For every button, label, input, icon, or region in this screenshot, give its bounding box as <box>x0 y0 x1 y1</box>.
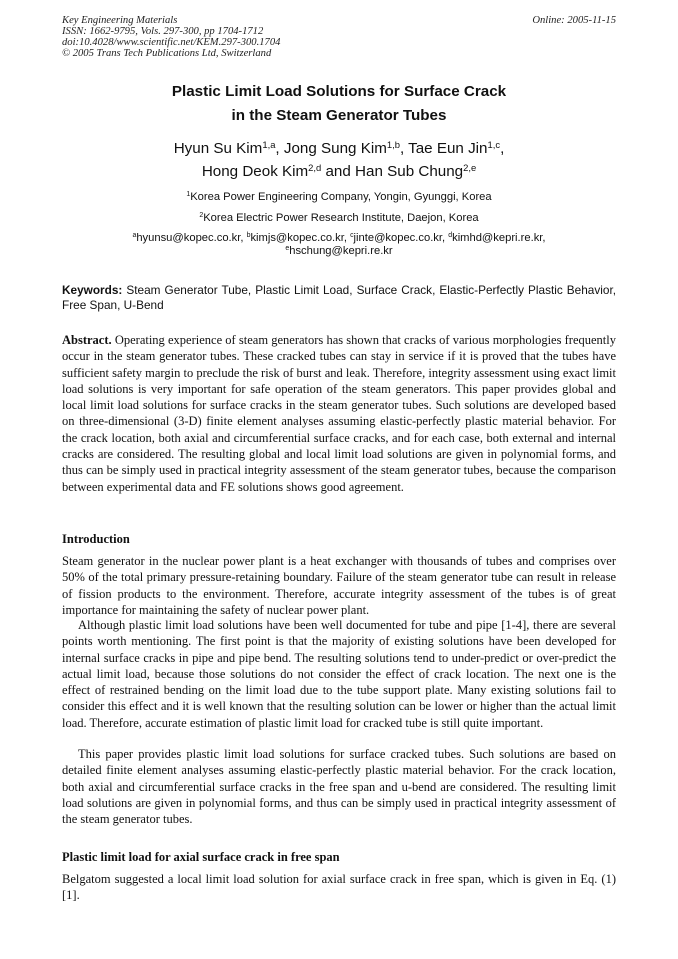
abstract-label: Abstract. <box>62 333 112 347</box>
email-sup: a <box>132 232 137 240</box>
email-sup: d <box>448 232 453 240</box>
title-line-2: in the Steam Generator Tubes <box>231 107 447 124</box>
keywords-label: Keywords: <box>62 283 123 297</box>
email-address[interactable]: jinte@kopec.co.kr <box>353 232 443 244</box>
online-date: Online: 2005-11-15 <box>532 15 616 26</box>
keywords <box>62 283 616 313</box>
email-row-1: $^a$hyunsu@kopec.co.kr, $^b$kimjs@kopec.co.kr, $^c$jinte@kopec.co.kr, $^d$kimhd@kepri.re.kr, <box>132 232 546 244</box>
copyright-line: © 2005 Trans Tech Publications Ltd, Switzerland <box>62 48 272 59</box>
paper-title <box>62 80 616 128</box>
affiliation-text: Korea Electric Power Research Institute, Daejon, Korea <box>203 212 479 224</box>
intro-paragraph-1: Steam generator in the nuclear power plant is a heat exchanger with thousands of tubes and comprises over 50% of the total primary pressure-retaining boundary. Failure of the steam generator tube can result in release of fission products to the environment. Therefore, accurate integrity assessment of the tubes is of great importance for maintaining the safety of nuclear power plant. <box>62 554 616 617</box>
email-address[interactable]: hyunsu@kopec.co.kr <box>136 232 241 244</box>
email-row-2 <box>62 245 616 258</box>
section-heading-axial-crack: Plastic limit load for axial surface crack in free span <box>62 850 340 864</box>
keywords-text: Steam Generator Tube, Plastic Limit Load, Surface Crack, Elastic-Perfectly Plastic Behavior, Free Span, U-Bend <box>62 283 616 312</box>
section-paragraph: Belgatom suggested a local limit load solution for axial surface crack in free span, which is given in Eq. (1) [1]. <box>62 872 616 903</box>
affiliation-text: Korea Power Engineering Company, Yongin, Gyunggi, Korea <box>190 191 492 203</box>
author-name: Hyun Su Kim <box>173 140 263 157</box>
journal-name: Key Engineering Materials <box>62 15 178 26</box>
introduction-heading: Introduction <box>62 532 130 546</box>
email-sup: b <box>246 232 251 240</box>
journal-header <box>62 15 616 59</box>
affiliation-1 <box>62 190 616 204</box>
abstract <box>62 332 616 495</box>
author-sup: 1,b <box>386 138 400 150</box>
email-address[interactable]: hschung@kepri.re.kr <box>289 245 393 257</box>
intro-paragraph-2: Although plastic limit load solutions have been well documented for tube and pipe [1-4], there are several points worth mentioning. The first point is that the majority of existing solutions have been developed for internal surface cracks in pipe and pipe bend. The resulting solutions tend to under-predict or over-predict the actual limit load, because those solutions do not consider the effect of crack location. The next one is the effect of restrained bending on the limit load due to the tube support plate. Many existing solutions fail to consider this effect and it is well known that the resulting solution can be lower or higher than the actual limit load. Therefore, accurate estimation of plastic limit load for cracked tube is still quite important. <box>62 618 616 730</box>
author-name: Tae Eun Jin <box>408 140 488 157</box>
title-line-1: Plastic Limit Load Solutions for Surface Crack <box>171 83 507 100</box>
abstract-text: Operating experience of steam generators has shown that cracks of various morphologies frequently occur in the steam generator tubes. These cracked tubes can stay in service if it is proved that the tubes have sufficient safety margin to preclude the risk of burst and leak. Therefore, integrity assessment using exact limit load solutions is very important for safe operation of the steam generators. This paper provides global and local limit load solutions for surface cracks in the steam generator tubes. Such solutions are developed based on three-dimensional (3-D) finite element analyses assuming elastic-perfectly plastic material behavior. For the crack location, both axial and circumferential surface cracks, and for each case, both external and internal cracks are considered. The resulting global and local limit load solutions are given in polynomial forms, and thus can be simply used in practical integrity assessment of the steam generator tubes, because the comparison between experimental data and FE solutions shows good agreement. <box>62 333 617 494</box>
doi-line: doi:10.4028/www.scientific.net/KEM.297-300.1704 <box>62 37 281 48</box>
email-list <box>62 232 616 258</box>
email-address[interactable]: kimhd@kepri.re.kr <box>452 232 543 244</box>
affiliation-sup: 1 <box>186 191 191 199</box>
email-sup: e <box>285 245 290 253</box>
author-row-2: Hong Deok Kim$^{2,d}$ and Han Sub Chung$^{2,e}$ <box>201 161 477 180</box>
author-sup: 1,a <box>262 138 276 150</box>
author-sup: 2,e <box>463 161 477 173</box>
author-name: Jong Sung Kim <box>283 140 387 157</box>
author-name: Han Sub Chung <box>355 163 464 180</box>
email-sup: c <box>350 232 354 240</box>
intro-paragraph-3: This paper provides plastic limit load solutions for surface cracked tubes. Such solutions are based on detailed finite element analyses assuming elastic-perfectly plastic material behavior. For the crack location, both axial and circumferential surface cracks in the free span and u-bend are considered. The resulting limit load solutions are given in polynomial forms, and thus can be simply used in practical integrity assessment of the steam generator tubes. <box>62 747 616 827</box>
author-name: Hong Deok Kim <box>201 163 309 180</box>
affiliation-2 <box>62 211 616 225</box>
affiliation-sup: 2 <box>199 212 204 220</box>
author-row-1: Hyun Su Kim$^{1,a}$, Jong Sung Kim$^{1,b}$, Tae Eun Jin$^{1,c}$, <box>173 138 505 157</box>
email-address[interactable]: kimjs@kopec.co.kr <box>250 232 344 244</box>
author-sup: 2,d <box>308 161 322 173</box>
author-sup: 1,c <box>487 138 501 150</box>
author-list <box>62 137 616 183</box>
issn-line: ISSN: 1662-9795, Vols. 297-300, pp 1704-1712 <box>62 26 264 37</box>
